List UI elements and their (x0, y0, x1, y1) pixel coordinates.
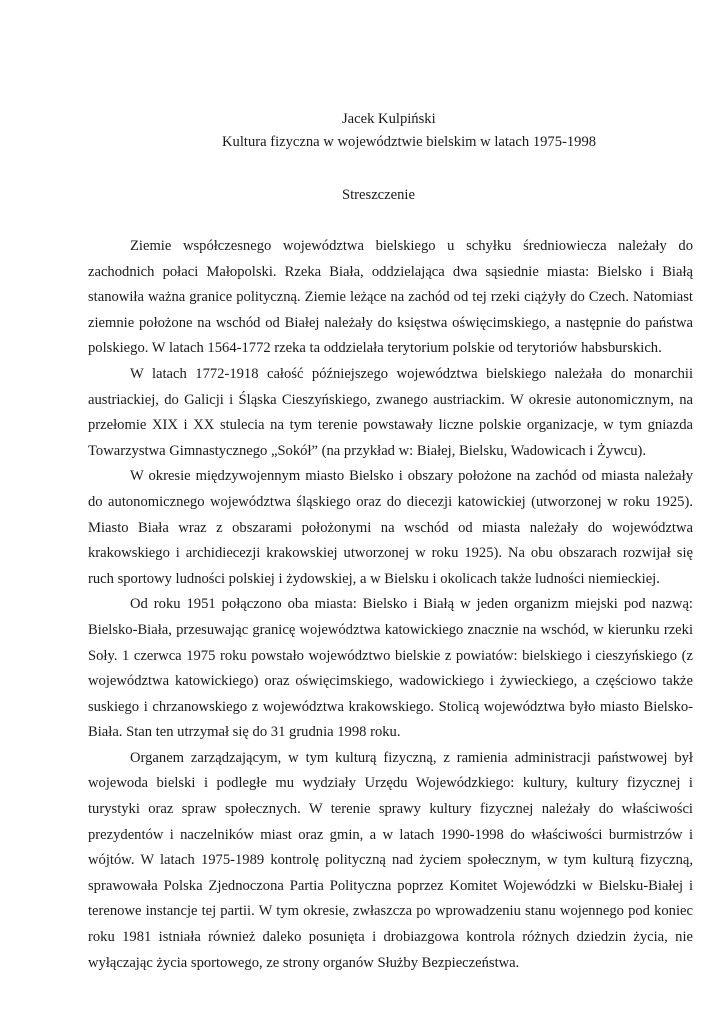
paragraph-4: Od roku 1951 połączono oba miasta: Bielsko i Białą w jeden organizm miejski pod nazwą: Bielsko-Biała, przesuwając granicę województwa katowickiego znacznie na wschód, w kierunku rzeki Soły. 1 czerwca 1975 roku powstało województwo bielskie z powiatów: bielskiego i cieszyńskiego (z województwa katowickiego) oraz oświęcimskiego, wadowickiego i żywieckiego, a częściowo także suskiego i chrzanowskiego z województwa krakowskiego. Stolicą województwa było miasto Bielsko-Biała. Stan ten utrzymał się do 31 grudnia 1998 roku. (88, 596, 693, 741)
paragraph-1: Ziemie współczesnego województwa bielskiego u schyłku średniowiecza należały do zachodnich połaci Małopolski. Rzeka Biała, oddzielająca dwa sąsiednie miasta: Bielsko i Białą stanowiła ważna granice polityczną. Ziemie leżące na zachód od tej rzeki ciążyły do Czech. Natomiast ziemnie położone na wschód od Białej należały do księstwa oświęcimskiego, a następnie do państwa polskiego. W latach 1564-1772 rzeka ta oddzielała terytorium polskie od terytoriów habsburskich. (88, 238, 693, 357)
abstract-body (88, 234, 693, 976)
paragraph-5: Organem zarządzającym, w tym kulturą fizyczną, z ramienia administracji państwowej był wojewoda bielski i podległe mu wydziały Urzędu Wojewódzkiego: kultury, kultury fizycznej i turystyki oraz spraw społecznych. W terenie sprawy kultury fizycznej należały do właściwości prezydentów i naczelników miast oraz gmin, a w latach 1990-1998 do właściwości burmistrzów i wójtów. W latach 1975-1989 kontrolę polityczną nad życiem społecznym, w tym kulturą fizyczną, sprawowała Polska Zjednoczona Partia Polityczna poprzez Komitet Wojewódzki w Bielsku-Białej i terenowe instancje tej partii. W tym okresie, zwłaszcza po wprowadzeniu stanu wojennego pod koniec roku 1981 istniała również daleko posunięta i drobiazgowa kontrola różnych dziedzin życia, nie wyłączając życia sportowego, ze strony organów Służby Bezpieczeństwa. (88, 749, 693, 971)
author-name: Jacek Kulpiński (342, 111, 436, 127)
paragraph-3: W okresie międzywojennym miasto Bielsko i obszary położone na zachód od miasta należały do autonomicznego województwa śląskiego oraz do diecezji katowickiej (utworzonej w roku 1925). Miasto Biała wraz z obszarami położonymi na wschód od miasta należały do województwa krakowskiego i archidiecezji krakowskiej utworzonej w roku 1925). Na obu obszarach rozwijał się ruch sportowy ludności polskiej i żydowskiej, a w Bielsku i okolicach także ludności niemieckiej. (88, 468, 693, 587)
document-title: Kultura fizyczna w województwie bielskim w latach 1975-1998 (222, 134, 597, 150)
abstract-heading: Streszczenie (342, 187, 415, 203)
paragraph-2: W latach 1772-1918 całość późniejszego województwa bielskiego należała do monarchii austriackiej, do Galicji i Śląska Cieszyńskiego, zwanego austriackim. W okresie autonomicznym, na przełomie XIX i XX stulecia na tym terenie powstawały liczne polskie organizacje, w tym gniazda Towarzystwa Gimnastycznego „Sokół” (na przykład w: Białej, Bielsku, Wadowicach i Żywcu). (88, 365, 693, 459)
